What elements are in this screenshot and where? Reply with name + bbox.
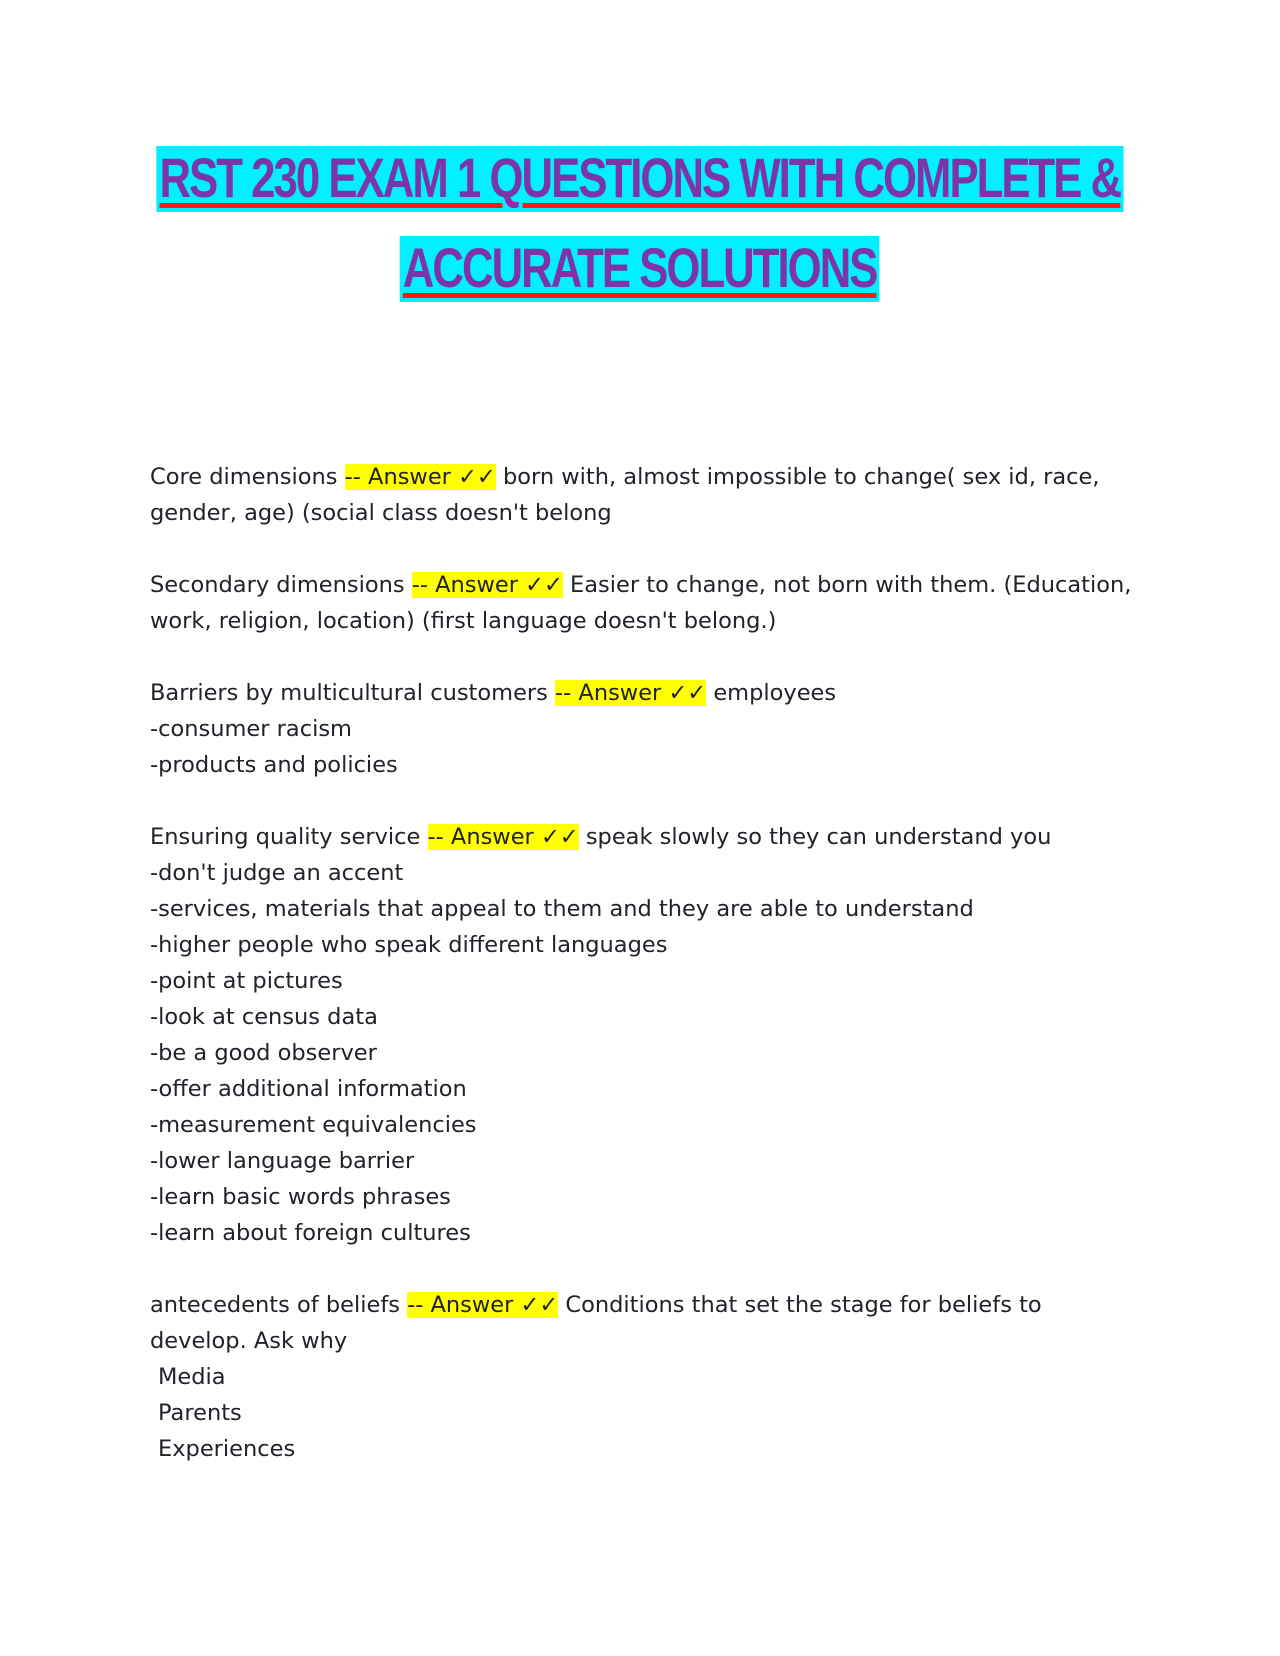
answer-text: employees [713, 680, 837, 706]
answer-marker: -- Answer ✓✓ [427, 824, 579, 850]
answer-text: speak slowly so they can understand you [585, 824, 1052, 850]
qa-item-core-dimensions [150, 459, 1150, 531]
answer-list-item: -learn basic words phrases [150, 1184, 451, 1210]
qa-first-line [150, 459, 1150, 495]
qa-item-quality-service [150, 819, 1150, 1251]
answer-list-item: -look at census data [150, 1004, 378, 1030]
qa-first-line [150, 675, 1150, 711]
title-text-2: ACCURATE SOLUTIONS [400, 236, 880, 302]
answer-list-item: Media [158, 1364, 226, 1390]
answer-marker: -- Answer ✓✓ [407, 1292, 559, 1318]
answer-marker: -- Answer ✓✓ [555, 680, 707, 706]
answer-list-item: -point at pictures [150, 968, 343, 994]
question-term: Ensuring quality service [150, 824, 421, 850]
document-title [0, 146, 1280, 302]
question-term: Secondary dimensions [150, 572, 405, 598]
answer-list-item: -services, materials that appeal to them and they are able to understand [150, 896, 974, 922]
answer-continuation: work, religion, location) (first language doesn't belong.) [150, 608, 777, 634]
answer-list-item: -higher people who speak different languages [150, 932, 668, 958]
answer-list-item: -consumer racism [150, 716, 352, 742]
title-line-1 [0, 146, 1280, 212]
answer-continuation: develop. Ask why [150, 1328, 348, 1354]
qa-item-secondary-dimensions [150, 567, 1150, 639]
answer-list-item: -measurement equivalencies [150, 1112, 477, 1138]
question-term: Core dimensions [150, 464, 338, 490]
answer-list-item: -don't judge an accent [150, 860, 404, 886]
qa-first-line [150, 1287, 1150, 1323]
title-line-2 [0, 236, 1280, 302]
answer-marker: -- Answer ✓✓ [344, 464, 496, 490]
answer-list-item: Experiences [158, 1436, 296, 1462]
answer-text: Easier to change, not born with them. (Education, [570, 572, 1132, 598]
qa-item-barriers [150, 675, 1150, 783]
qa-first-line [150, 567, 1150, 603]
answer-list-item: -products and policies [150, 752, 398, 778]
qa-list [150, 459, 1150, 1503]
title-text-1: RST 230 EXAM 1 QUESTIONS WITH COMPLETE & [156, 146, 1123, 212]
answer-list-item: Parents [158, 1400, 242, 1426]
answer-list-item: -offer additional information [150, 1076, 467, 1102]
answer-list-item: -lower language barrier [150, 1148, 415, 1174]
question-term: Barriers by multicultural customers [150, 680, 548, 706]
answer-text: born with, almost impossible to change( sex id, race, [502, 464, 1100, 490]
answer-list-item: -learn about foreign cultures [150, 1220, 471, 1246]
question-term: antecedents of beliefs [150, 1292, 400, 1318]
answer-marker: -- Answer ✓✓ [411, 572, 563, 598]
answer-continuation: gender, age) (social class doesn't belong [150, 500, 612, 526]
answer-text: Conditions that set the stage for beliefs to [565, 1292, 1042, 1318]
answer-list-item: -be a good observer [150, 1040, 377, 1066]
qa-item-antecedents-of-beliefs [150, 1287, 1150, 1467]
qa-first-line [150, 819, 1150, 855]
